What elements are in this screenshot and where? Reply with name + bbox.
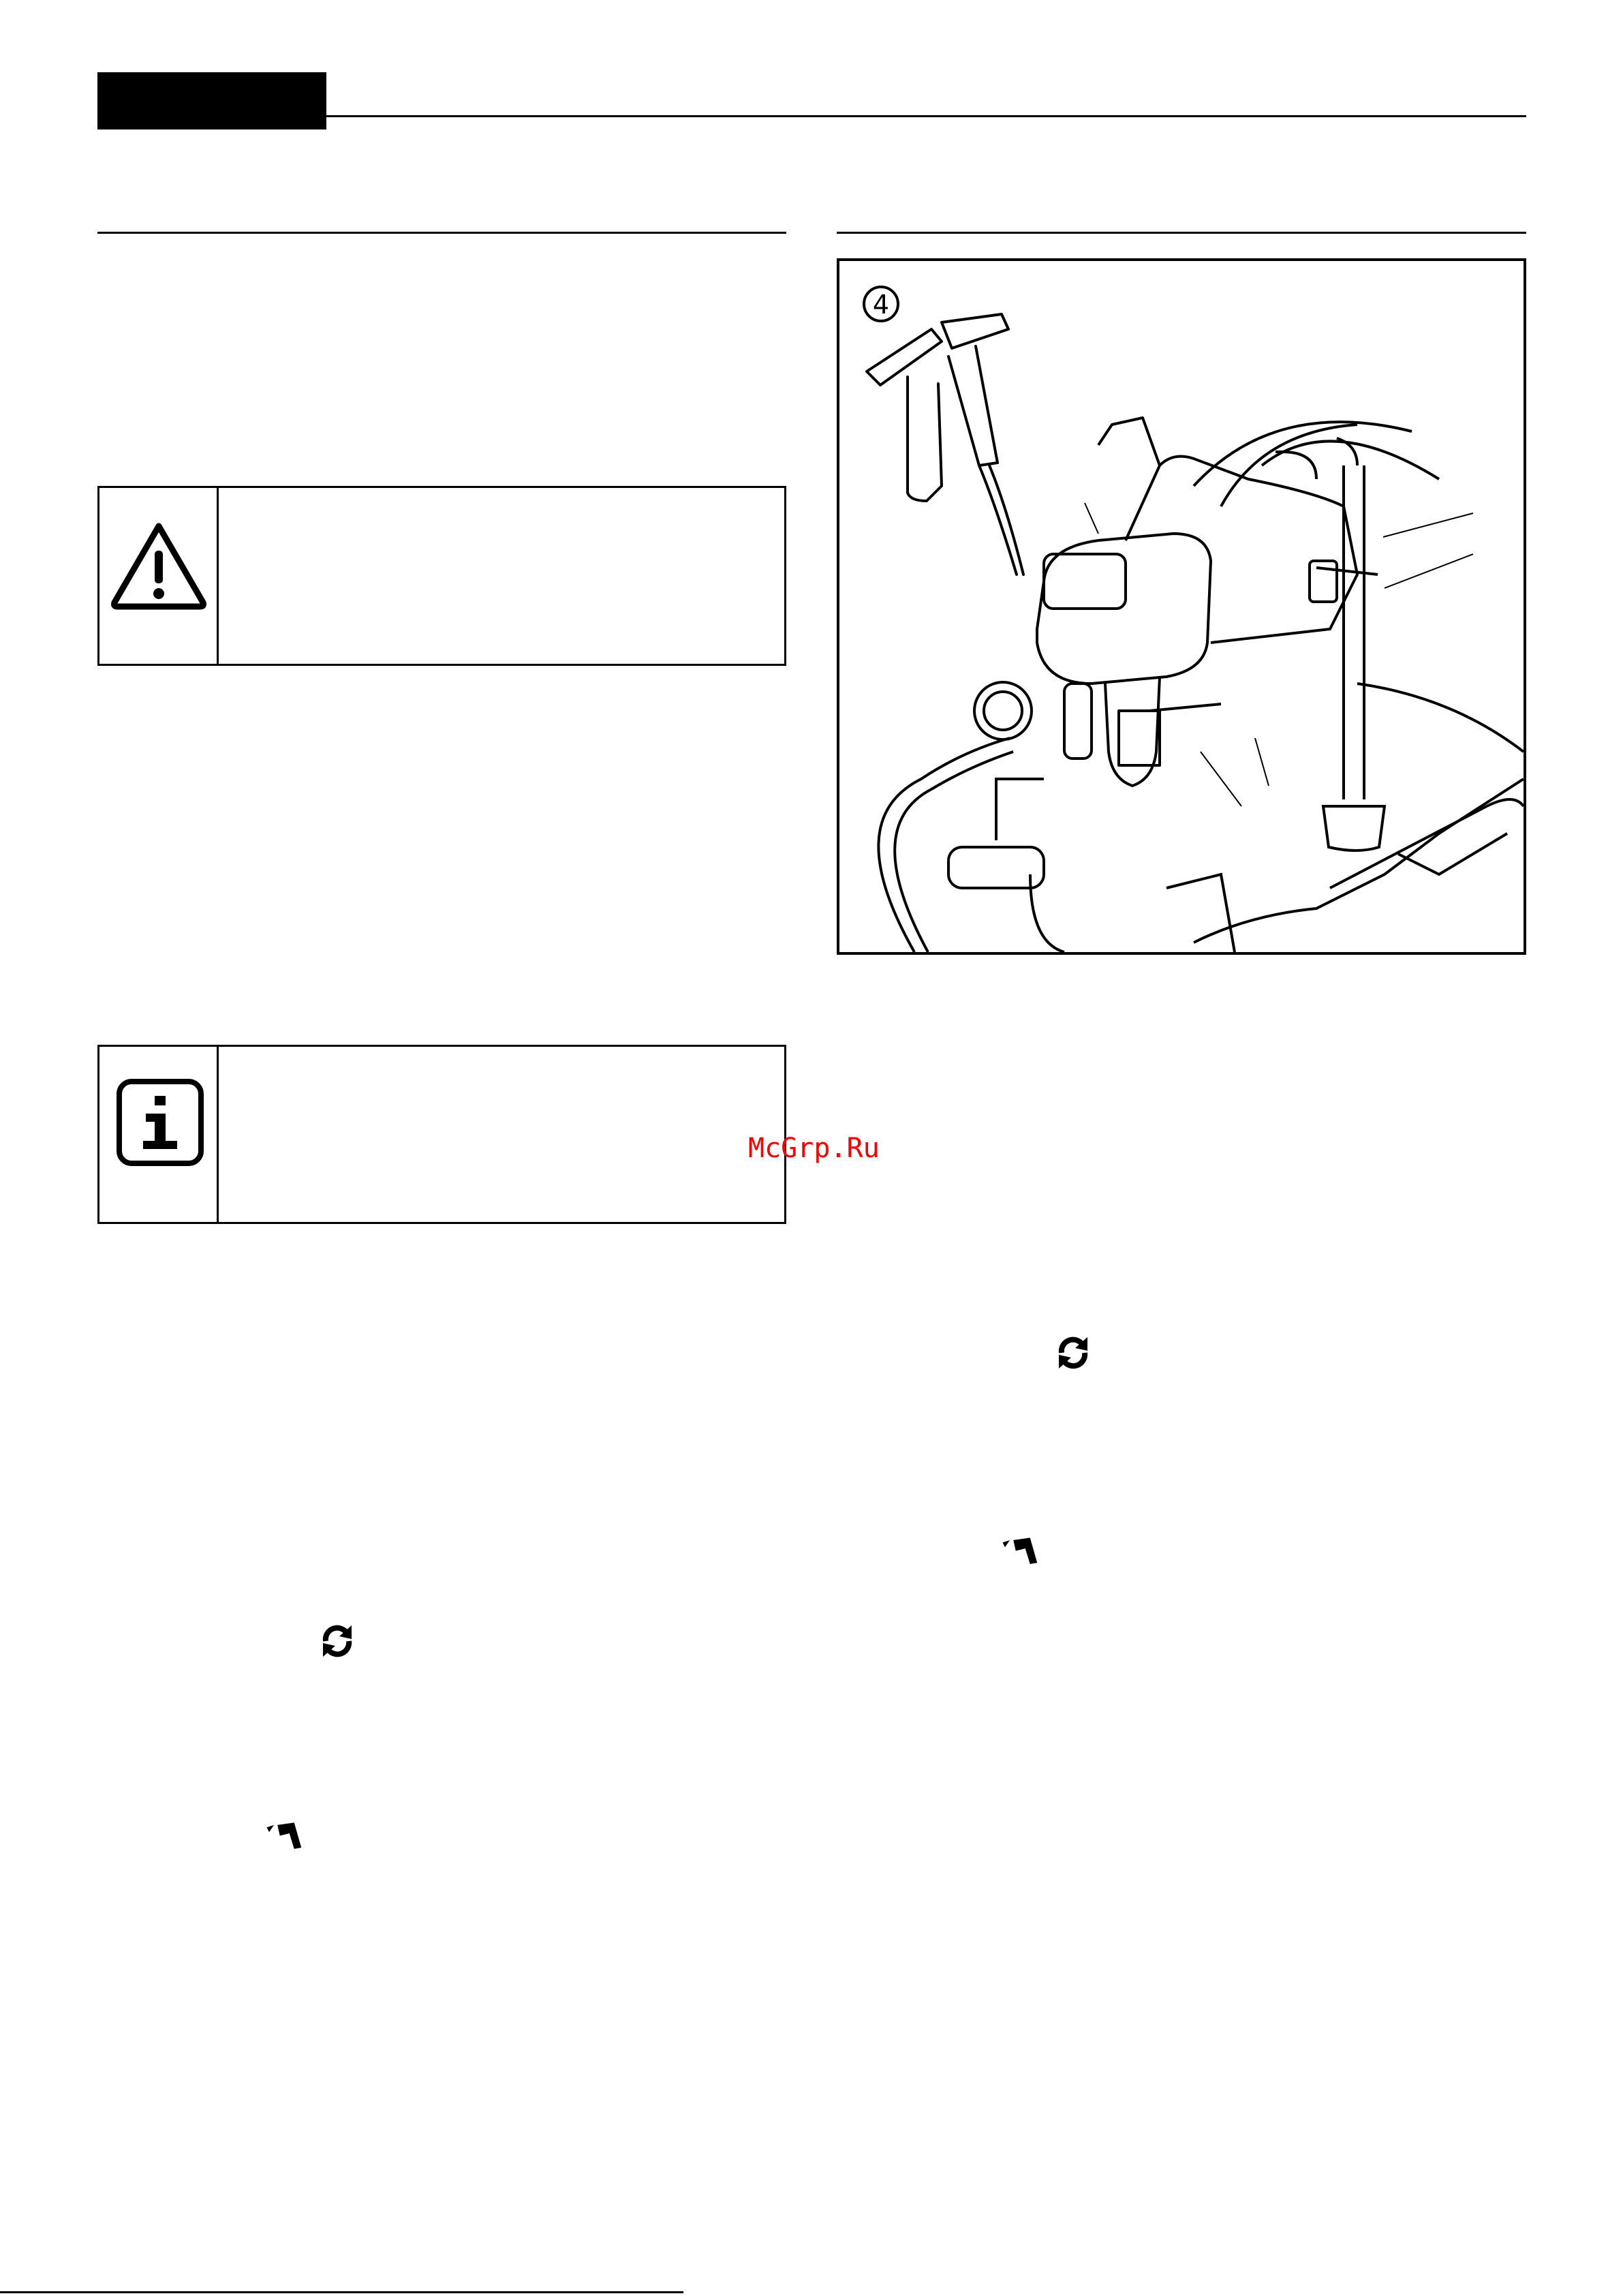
watermark: McGrp.Ru	[748, 1133, 880, 1164]
note-box	[97, 1045, 786, 1224]
figure-4-airless-sprayer	[837, 258, 1526, 955]
sprayer-illustration	[839, 261, 1524, 952]
note-icon-cell	[99, 1047, 219, 1222]
warning-triangle-icon	[108, 518, 210, 613]
spray-gun-icon	[264, 1815, 312, 1863]
circulation-icon	[313, 1617, 361, 1665]
footer-rule	[0, 2291, 683, 2293]
section-header-tab	[97, 72, 326, 129]
figure-label: 4	[872, 290, 890, 320]
spray-gun-drawing	[867, 314, 1023, 575]
frame-and-hose-drawing	[878, 684, 1524, 952]
header-rule	[326, 115, 1526, 117]
pump-drawing	[974, 418, 1439, 786]
callout-lines	[1085, 503, 1473, 806]
right-column-rule	[837, 232, 1526, 234]
warning-box	[97, 486, 786, 666]
warning-icon-cell	[99, 488, 219, 664]
spray-gun-icon	[1000, 1530, 1048, 1578]
left-column-rule	[97, 232, 786, 234]
circulation-icon	[1049, 1329, 1097, 1377]
info-icon	[116, 1078, 204, 1167]
